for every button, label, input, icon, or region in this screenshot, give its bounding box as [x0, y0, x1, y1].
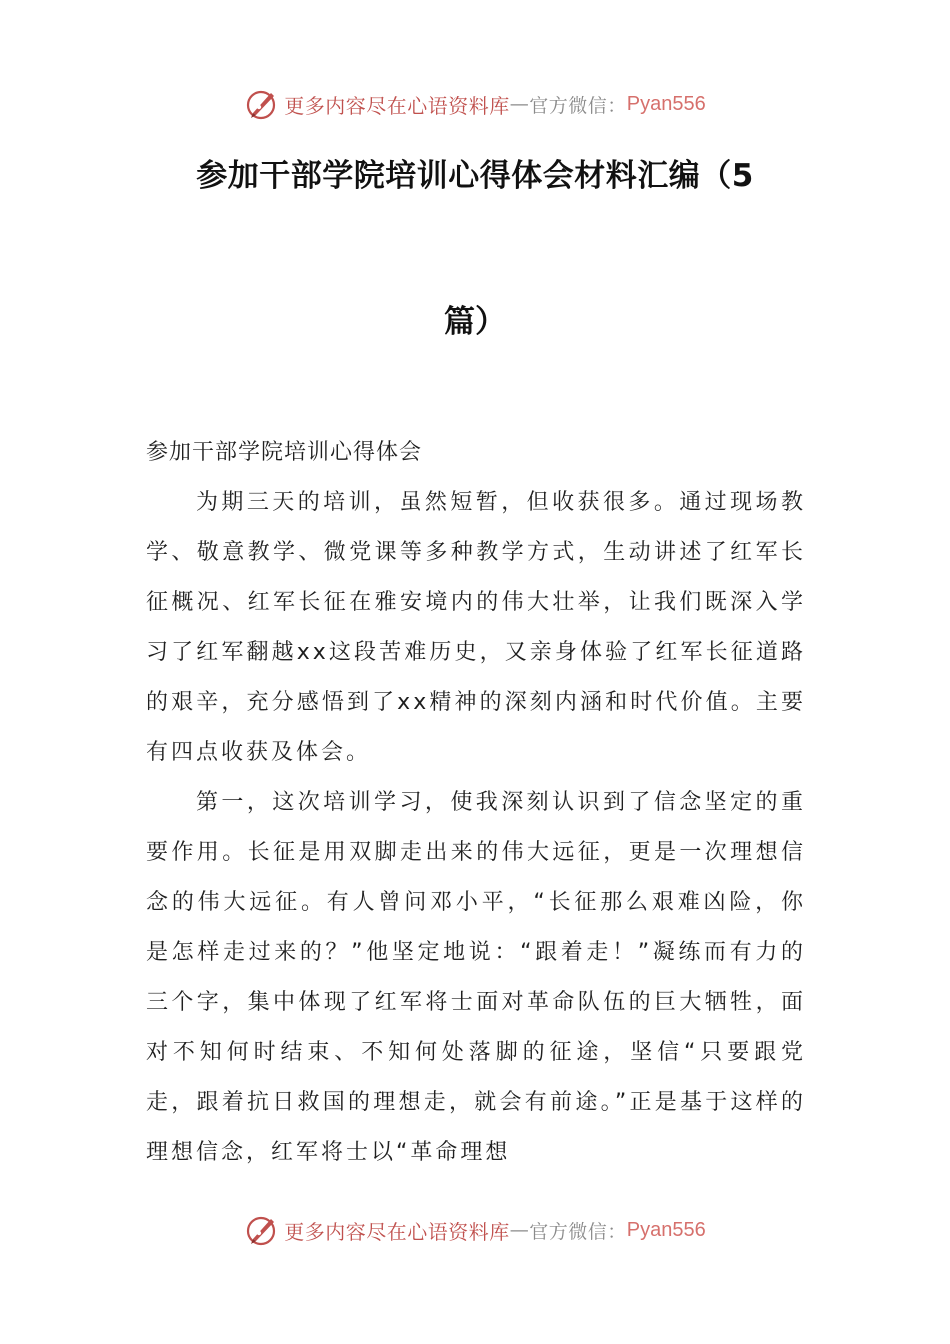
- watermark-id: Pyan556: [626, 92, 706, 115]
- document-title-line-2: 篇）: [444, 304, 506, 340]
- watermark-main-text: 更多内容尽在心语资料库: [284, 1219, 510, 1244]
- article-body: [146, 428, 806, 1178]
- article-subtitle: 参加干部学院培训心得体会: [146, 440, 423, 465]
- watermark-dash: —: [509, 93, 530, 115]
- paragraph-2: 第一，这次培训学习，使我深刻认识到了信念坚定的重要作用。长征是用双脚走出来的伟大远征，更是一次理想信念的伟大远征。有人曾问邓小平，“长征那么艰难凶险，你是怎样走过来的？”他坚定地说：“跟着走！”凝练而有力的三个字，集中体现了红军将士面对革命队伍的巨大牺牲，面对不知何时结束、不知何处落脚的征途，坚信“只要跟党走，跟着抗日救国的理想走，就会有前途。”正是基于这样的理想信念，红军将士以“革命理想: [146, 790, 806, 1165]
- footer-watermark: [0, 1210, 950, 1250]
- watermark-id: Pyan556: [626, 1218, 706, 1241]
- paragraph-1: 为期三天的培训，虽然短暂，但收获很多。通过现场教学、敬意教学、微党课等多种教学方式，生动讲述了红军长征概况、红军长征在雅安境内的伟大壮举，让我们既深入学习了红军翻越xx这段苦难历史，又亲身体验了红军长征道路的艰辛，充分感悟到了xx精神的深刻内涵和时代价值。主要有四点收获及体会。: [146, 490, 806, 765]
- header-watermark: [0, 84, 950, 124]
- watermark-sub-text: 官方微信：: [529, 1220, 627, 1243]
- pen-logo-icon: [244, 1212, 280, 1248]
- document-title-line-1: 参加干部学院培训心得体会材料汇编（5: [196, 158, 754, 194]
- watermark-sub-text: 官方微信：: [529, 94, 627, 117]
- pen-logo-icon: [244, 86, 280, 122]
- watermark-dash: —: [509, 1219, 530, 1241]
- watermark-main-text: 更多内容尽在心语资料库: [284, 93, 510, 118]
